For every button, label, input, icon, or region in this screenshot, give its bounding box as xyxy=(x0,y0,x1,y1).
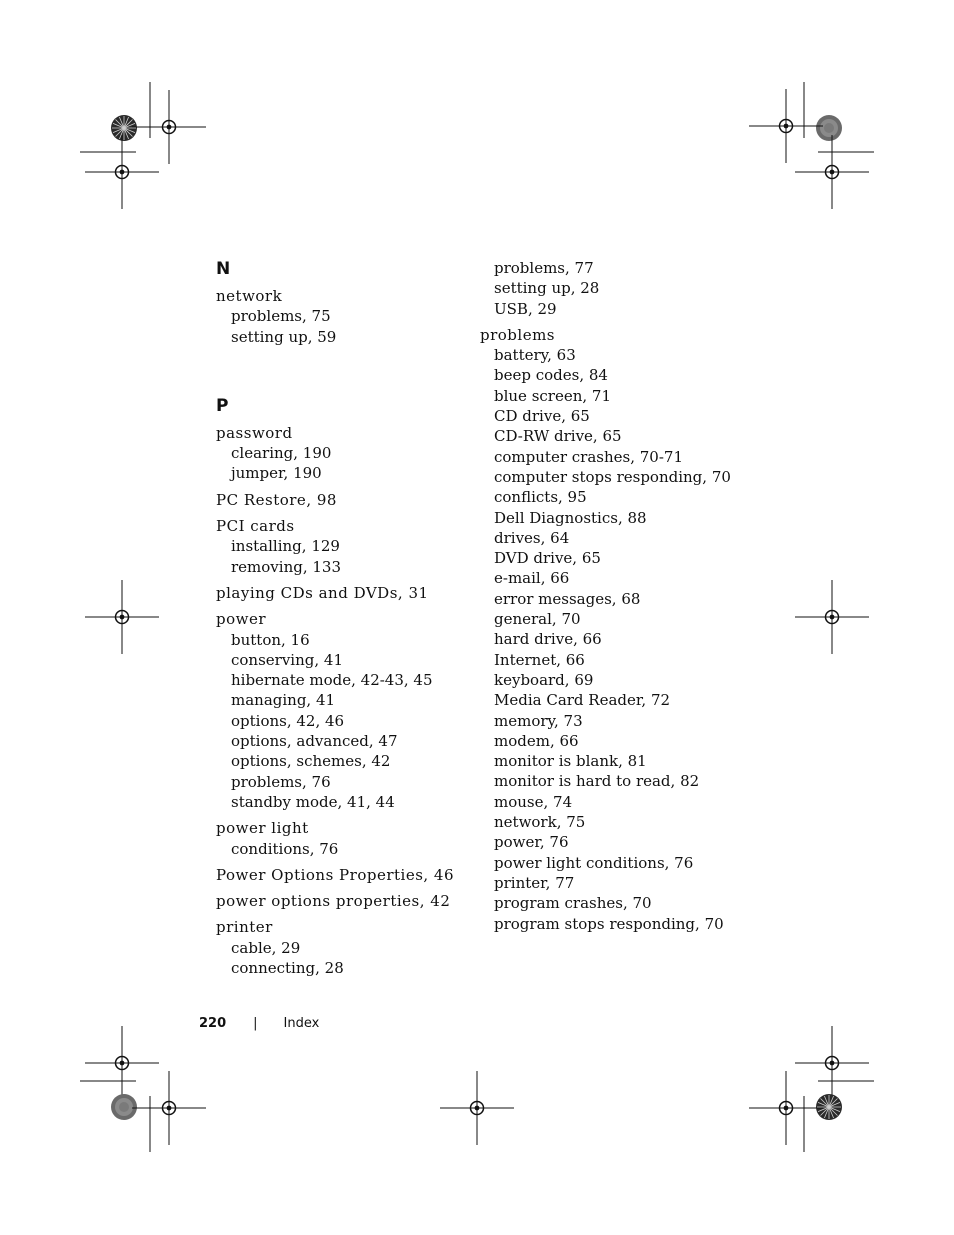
index-subentry: setting up, 28 xyxy=(494,279,600,298)
index-entry xyxy=(216,891,466,911)
index-entry xyxy=(216,286,466,347)
index-subentry: network, 75 xyxy=(494,813,586,832)
index-subentry: button, 16 xyxy=(231,630,310,649)
index-entry xyxy=(480,258,780,319)
index-subentry: USB, 29 xyxy=(494,299,557,318)
index-subentry: battery, 63 xyxy=(494,346,576,365)
index-main-term: PCI cards xyxy=(216,517,295,536)
index-subentry: clearing, 190 xyxy=(231,444,332,463)
index-entry xyxy=(216,917,466,978)
footer-separator: | xyxy=(253,1016,258,1031)
index-subentry: memory, 73 xyxy=(494,711,583,730)
index-subentry: mouse, 74 xyxy=(494,792,573,811)
index-subentry: e-mail, 66 xyxy=(494,569,570,588)
index-main-term: Power Options Properties, 46 xyxy=(216,865,455,884)
index-subentry: standby mode, 41, 44 xyxy=(231,792,395,811)
index-subentry: power, 76 xyxy=(494,833,569,852)
index-subentry: Media Card Reader, 72 xyxy=(494,691,671,710)
index-subentry: printer, 77 xyxy=(494,873,575,892)
index-subentry: modem, 66 xyxy=(494,731,579,750)
index-subentry: drives, 64 xyxy=(494,528,570,547)
index-entry xyxy=(216,818,466,859)
index-entry xyxy=(216,490,466,510)
index-main-term: printer xyxy=(216,918,273,937)
index-subentry: conditions, 76 xyxy=(231,839,339,858)
index-entry xyxy=(216,423,466,484)
index-subentry: power light conditions, 76 xyxy=(494,853,694,872)
index-main-term: playing CDs and DVDs, 31 xyxy=(216,583,429,602)
index-subentry: hibernate mode, 42-43, 45 xyxy=(231,671,433,690)
index-subentry: conserving, 41 xyxy=(231,650,343,669)
index-subentry: Dell Diagnostics, 88 xyxy=(494,508,647,527)
index-subentry: blue screen, 71 xyxy=(494,386,612,405)
page-footer xyxy=(199,1014,319,1034)
index-subentry: problems, 77 xyxy=(494,259,594,277)
index-entry xyxy=(216,609,466,812)
index-subentry: options, 42, 46 xyxy=(231,711,345,730)
index-entry xyxy=(216,516,466,577)
index-subentry: setting up, 59 xyxy=(231,327,337,346)
index-subentry: problems, 75 xyxy=(231,307,331,326)
index-main-term: power xyxy=(216,610,267,629)
index-subentry: keyboard, 69 xyxy=(494,670,594,689)
page-number: 220 xyxy=(199,1016,227,1031)
index-subentry: hard drive, 66 xyxy=(494,630,602,649)
index-subentry: options, advanced, 47 xyxy=(231,732,398,751)
index-letter-heading: P xyxy=(216,395,229,416)
index-column-right xyxy=(480,258,780,940)
index-main-term: password xyxy=(216,423,293,442)
index-main-term: power options properties, 42 xyxy=(216,892,451,911)
index-main-term: power light xyxy=(216,819,309,838)
index-entry xyxy=(216,583,466,603)
index-subentry: error messages, 68 xyxy=(494,589,641,608)
index-subentry: Internet, 66 xyxy=(494,650,585,669)
index-subentry: installing, 129 xyxy=(231,537,340,556)
index-main-term: problems xyxy=(480,325,556,344)
index-subentry: conflicts, 95 xyxy=(494,488,587,507)
index-subentry: computer crashes, 70-71 xyxy=(494,447,683,466)
index-main-term: PC Restore, 98 xyxy=(216,490,337,509)
index-subentry: jumper, 190 xyxy=(231,464,322,483)
index-subentry: monitor is hard to read, 82 xyxy=(494,772,700,791)
index-subentry: computer stops responding, 70 xyxy=(494,467,731,486)
index-subentry: problems, 76 xyxy=(231,772,331,791)
index-subentry: CD-RW drive, 65 xyxy=(494,427,622,446)
index-subentry: general, 70 xyxy=(494,610,581,629)
index-column-left xyxy=(216,258,466,984)
index-subentry: removing, 133 xyxy=(231,557,342,576)
index-entry xyxy=(480,325,780,934)
index-entry xyxy=(216,865,466,885)
index-letter-heading: N xyxy=(216,259,231,279)
index-subentry: cable, 29 xyxy=(231,938,301,957)
index-main-term: network xyxy=(216,287,283,305)
index-subentry: managing, 41 xyxy=(231,691,336,710)
index-subentry: program stops responding, 70 xyxy=(494,914,724,933)
index-subentry: monitor is blank, 81 xyxy=(494,752,647,771)
index-subentry: options, schemes, 42 xyxy=(231,752,391,771)
index-subentry: DVD drive, 65 xyxy=(494,549,601,568)
index-subentry: connecting, 28 xyxy=(231,959,344,978)
index-subentry: program crashes, 70 xyxy=(494,894,652,913)
footer-section-title: Index xyxy=(283,1016,320,1031)
index-subentry: CD drive, 65 xyxy=(494,407,590,426)
section-spacer xyxy=(216,353,466,395)
index-subentry: beep codes, 84 xyxy=(494,366,608,385)
